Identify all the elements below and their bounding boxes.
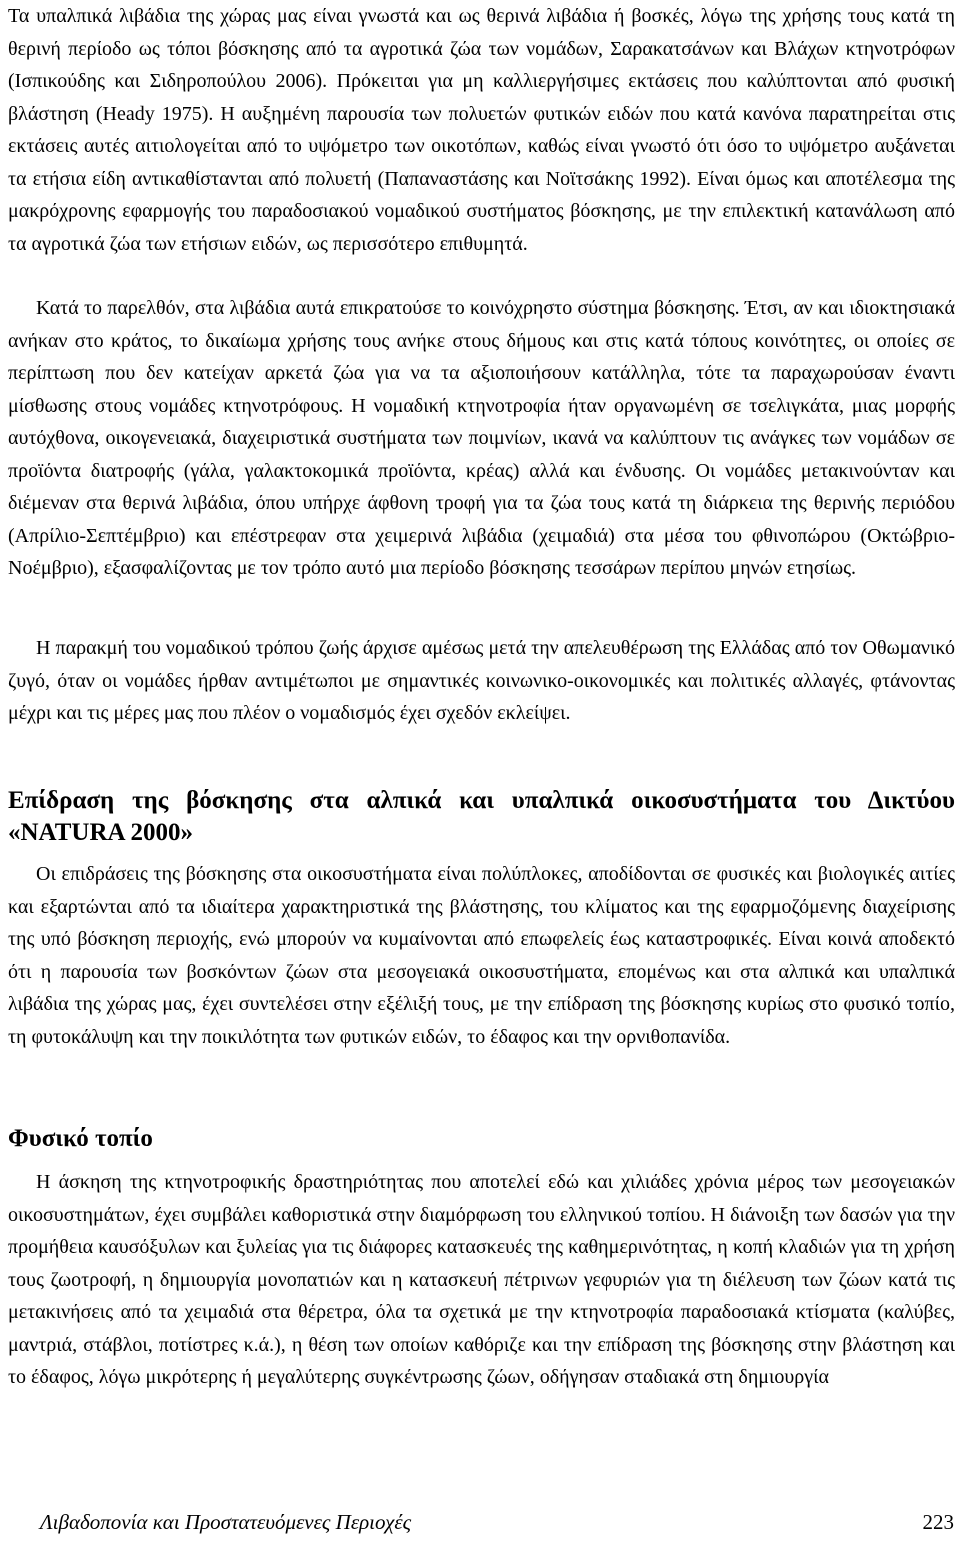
paragraph: Η άσκηση της κτηνοτροφικής δραστηριότητας που αποτελεί εδώ και χιλιάδες χρόνια μέρος των μεσογειακών οικοσυστημάτων, έχει συμβάλει καθοριστικά στην διαμόρφωση του ελληνικού τοπίου. Η διάνοιξη των δασών για την προμήθεια καυσόξυλων και ξυλείας για τις διάφορες κατασκευές της καθημερινότητας, η κοπή κλαδιών για τη χρήση τους ζωοτροφή, η δημιουργία μονοπατιών και η κατασκευή πέτρινων γεφυριών για τη διέλευση των ζώων κατά τις μετακινήσεις από τα χειμαδιά στα θέρετρα, όλα τα σχετικά με την κτηνοτροφία παραδοσιακά κτίσματα (καλύβες, μαντριά, στάβλοι, ποτίστρες κ.ά.), η θέση των οποίων καθόριζε και την επίδραση της βόσκησης στην βλάστηση και το έδαφος, λόγω μικρότερης ή μεγαλύτερης συγκέντρωσης ζώων, οδήγησαν σταδιακά στη δημιουργία xyxy=(8,1171,955,1388)
footer-title: Λιβαδοπονία και Προστατευόμενες Περιοχές xyxy=(40,1510,412,1534)
section-heading: Επίδραση της βόσκησης στα αλπικά και υπαλπικά οικοσυστήματα του Δικτύου «NATURA 2000» xyxy=(8,787,955,846)
paragraph: Η παρακμή του νομαδικού τρόπου ζωής άρχισε αμέσως μετά την απελευθέρωση της Ελλάδας από τον Οθωμανικό ζυγό, όταν οι νομάδες ήρθαν αντιμέτωποι με σημαντικές κοινωνικο-οικονομικές και πολιτικές αλλαγές, φτάνοντας μέχρι και τις μέρες μας που πλέον ο νομαδισμός έχει σχεδόν εκλείψει. xyxy=(8,637,955,724)
paragraph: Κατά το παρελθόν, στα λιβάδια αυτά επικρατούσε το κοινόχρηστο σύστημα βόσκησης. Έτσι, αν και ιδιοκτησιακά ανήκαν στο κράτος, το δικαίωμα χρήσης τους ανήκε στους δήμους και στις κατά τόπους κοινότητες, οι οποίες σε περίπτωση που δεν κατείχαν αρκετά ζώα για να τα αξιοποιήσουν κατάλληλα, τότε τα παραχωρούσαν έναντι μίσθωσης στους νομάδες κτηνοτρόφους. Η νομαδική κτηνοτροφία ήταν οργανωμένη σε τσελιγκάτα, μιας μορφής αυτόχθονα, οικογενειακά, διαχειριστικά συστήματα των ποιμνίων, ικανά να καλύπτουν τις ανάγκες των νομάδων σε προϊόντα διατροφής (γάλα, γαλακτοκομικά προϊόντα, κρέας) αλλά και ένδυσης. Οι νομάδες μετακινούνταν και διέμεναν στα θερινά λιβάδια, όπου υπήρχε άφθονη τροφή για τα ζώα τους κατά τη διάρκεια της θερινής περιόδου (Απρίλιο-Σεπτέμβριο) και επέστρεφαν στα χειμερινά λιβάδια (χειμαδιά) στα μέσα του φθινοπώρου (Οκτώβριο-Νοέμβριο), εξασφαλίζοντας με τον τρόπο αυτό μια περίοδο βόσκησης τεσσάρων περίπου μηνών ετησίως. xyxy=(8,297,955,579)
paragraph: Τα υπαλπικά λιβάδια της χώρας μας είναι γνωστά και ως θερινά λιβάδια ή βοσκές, λόγω της χρήσης τους κατά τη θερινή περίοδο ως τόποι βόσκησης από τα αγροτικά ζώα των νομάδων, Σαρακατσάνων και Βλάχων κτηνοτρόφων (Ισπικούδης και Σιδηροπούλου 2006). Πρόκειται για μη καλλιεργήσιμες εκτάσεις που καλύπτονται από φυσική βλάστηση (Heady 1975). Η αυξημένη παρουσία των πολυετών φυτικών ειδών που κατά κανόνα παρατηρείται στις εκτάσεις αυτές αιτιολογείται από το υψόμετρο των οικοτόπων, καθώς είναι γνωστό ότι όσο το υψόμετρο αυξάνεται τα ετήσια είδη αντικαθίστανται από πολυετή (Παπαναστάσης και Νοϊτσάκης 1992). Είναι όμως και αποτέλεσμα της μακρόχρονης εφαρμογής του παραδοσιακού νομαδικού συστήματος βόσκησης, με την επιλεκτική κατανάλωση από τα αγροτικά ζώα των ετήσιων ειδών, ως περισσότερο επιθυμητά. xyxy=(8,5,955,255)
page-footer xyxy=(40,1508,954,1536)
subsection-heading: Φυσικό τοπίο xyxy=(8,1125,153,1152)
page-number: 223 xyxy=(922,1510,954,1534)
paragraph: Οι επιδράσεις της βόσκησης στα οικοσυστήματα είναι πολύπλοκες, αποδίδονται σε φυσικές και βιολογικές αιτίες και εξαρτώνται από τα ιδιαίτερα χαρακτηριστικά της βλάστησης, του κλίματος και της εφαρμοζόμενης διαχείρισης της υπό βόσκηση περιοχής, ενώ μπορούν να κυμαίνονται από επωφελείς έως καταστροφικές. Είναι κοινά αποδεκτό ότι η παρουσία των βοσκόντων ζώων στα μεσογειακά οικοσυστήματα, επομένως και στα αλπικά και υπαλπικά λιβάδια της χώρας μας, έχει συντελέσει στην εξέλιξή τους, με την επίδραση της βόσκησης κυρίως στο φυσικό τοπίο, τη φυτοκάλυψη και την ποικιλότητα των φυτικών ειδών, το έδαφος και την ορνιθοπανίδα. xyxy=(8,863,955,1048)
